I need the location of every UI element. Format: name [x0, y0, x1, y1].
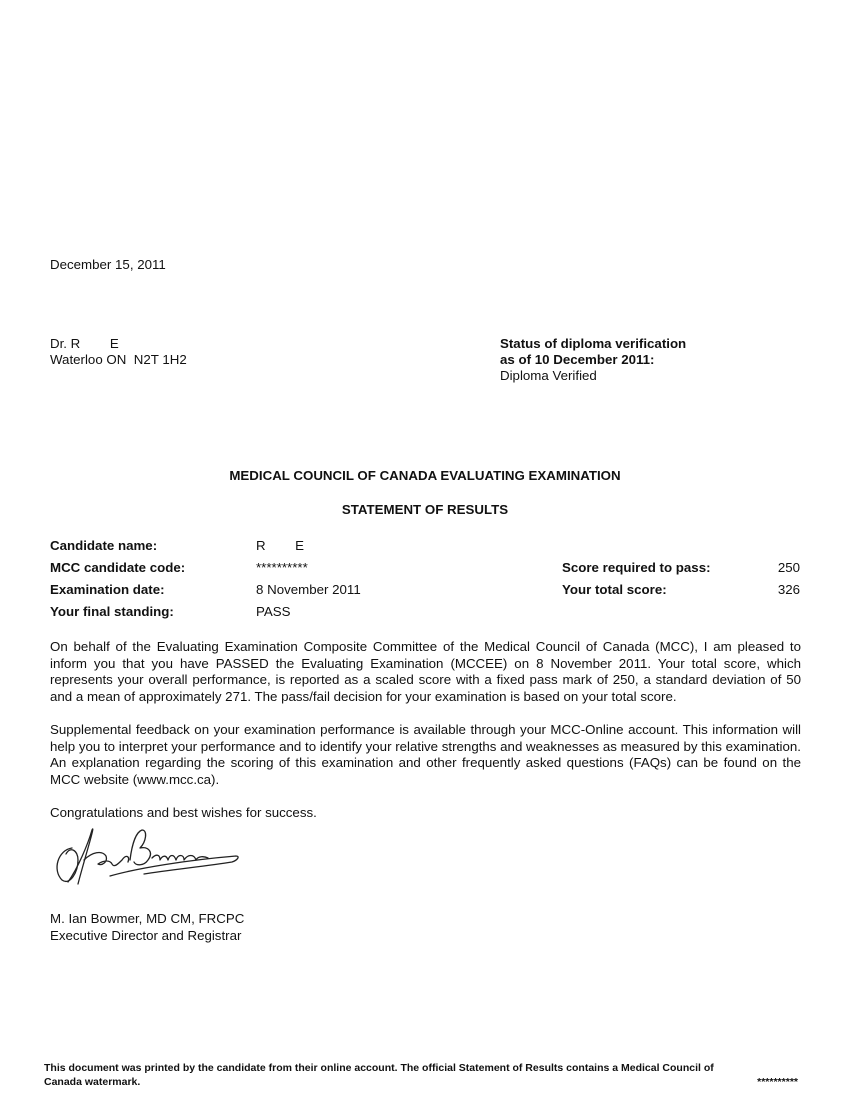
exam-title: MEDICAL COUNCIL OF CANADA EVALUATING EXAMINATION: [229, 468, 621, 483]
exam-date-value: 8 November 2011: [256, 582, 361, 597]
recipient-address: Waterloo ON N2T 1H2: [50, 352, 187, 367]
result-paragraph: On behalf of the Evaluating Examination Composite Committee of the Medical Council of Canada (MCC), I am pleased to inform you that you have PASSED the Evaluating Examination (MCCEE) on 8 November 2011. Your total score, which represents your overall performance, is reported as a scaled score with a fixed pass mark of 250, a standard deviation of 50 and a mean of approximately 271. The pass/fail decision for your examination is based on your total score.: [50, 639, 801, 704]
candidate-name-label: Candidate name:: [50, 538, 158, 553]
score-required-label: Score required to pass:: [562, 560, 711, 575]
signatory-title: Executive Director and Registrar: [50, 928, 242, 943]
letter-date: December 15, 2011: [50, 257, 166, 272]
footer-notice-line2: Canada watermark.: [44, 1076, 141, 1088]
candidate-code-label: MCC candidate code:: [50, 560, 186, 575]
recipient-name: Dr. R E: [50, 336, 119, 351]
diploma-status-heading-1: Status of diploma verification: [500, 336, 687, 351]
signature-image: [48, 824, 248, 890]
exam-date-label: Examination date:: [50, 582, 165, 597]
candidate-name-value: R E: [256, 538, 305, 553]
diploma-status-value: Diploma Verified: [500, 368, 597, 383]
total-score-value: 326: [777, 582, 800, 597]
diploma-status-heading-2: as of 10 December 2011:: [500, 352, 655, 367]
statement-title: STATEMENT OF RESULTS: [341, 502, 509, 517]
candidate-code-value: **********: [256, 560, 308, 575]
feedback-paragraph: Supplemental feedback on your examination performance is available through your MCC-Online account. This information will help you to interpret your performance and to identify your relative strengths and weaknesses as measured by this examination. An explanation regarding the scoring of this examination and other frequently asked questions (FAQs) can be found on the MCC website (www.mcc.ca).: [50, 722, 801, 787]
final-standing-label: Your final standing:: [50, 604, 174, 619]
footer-code: **********: [757, 1076, 798, 1088]
closing-line: Congratulations and best wishes for success.: [50, 805, 317, 820]
signatory-name: M. Ian Bowmer, MD CM, FRCPC: [50, 911, 245, 926]
final-standing-value: PASS: [256, 604, 291, 619]
footer-notice-line1: This document was printed by the candidate from their online account. The official Statement of Results contains a Medical Council of: [44, 1062, 714, 1074]
score-required-value: 250: [777, 560, 800, 575]
total-score-label: Your total score:: [562, 582, 667, 597]
